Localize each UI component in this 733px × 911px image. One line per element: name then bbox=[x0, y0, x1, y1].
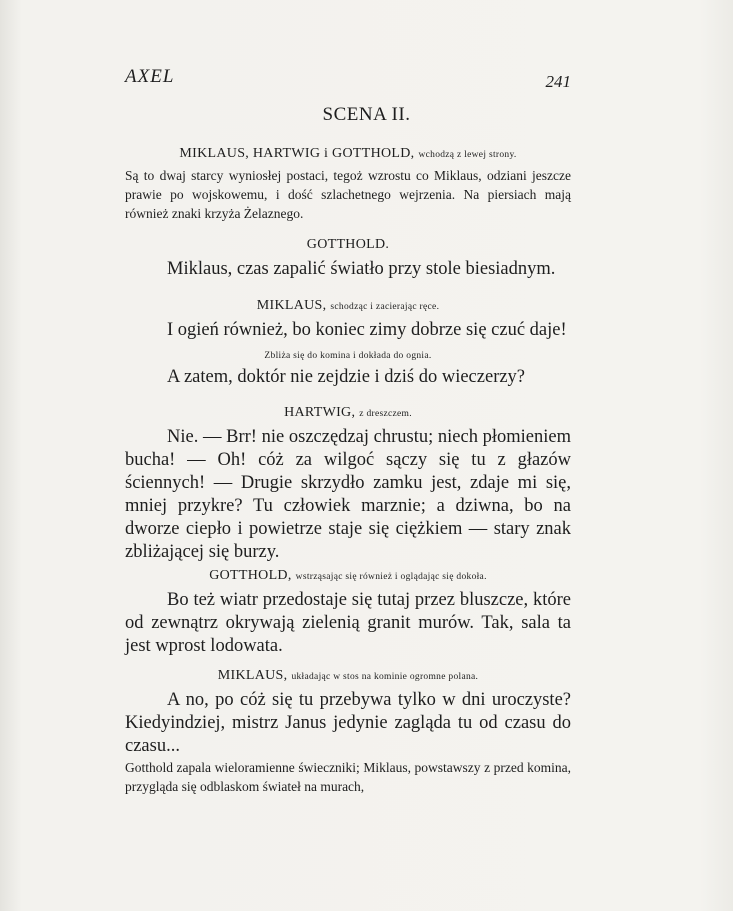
speaker-heading bbox=[125, 403, 571, 421]
speaker-direction: z dreszczem. bbox=[359, 409, 412, 419]
inline-direction: Zbliża się do komina i dokłada do ognia. bbox=[264, 351, 432, 361]
speaker-name: MIKLAUS, bbox=[217, 668, 288, 683]
entrance-direction: wchodzą z lewej strony. bbox=[418, 150, 517, 160]
stage-direction-closing: Gotthold zapala wieloramienne świeczniki; Miklaus, powstawszy z przed komina, przygląda się odblaskom świateł na murach, bbox=[125, 760, 571, 794]
speaker-direction: układając w stos na kominie ogromne polana. bbox=[291, 672, 479, 682]
speaker-name: GOTTHOLD. bbox=[306, 237, 390, 252]
speech-line: A zatem, doktór nie zejdzie i dziś do wieczerzy? bbox=[167, 367, 526, 387]
speaker-name: GOTTHOLD, bbox=[209, 568, 292, 583]
speaker-heading bbox=[125, 566, 571, 584]
speech-paragraph: A no, po cóż się tu przebywa tylko w dni uroczyste? Kiedyindziej, mistrz Janus jedynie zagląda tu od czasu do czasu... bbox=[125, 690, 571, 756]
speech-paragraph: Bo też wiatr przedostaje się tutaj przez bluszcze, które od zewnątrz okrywają zielenią granit murów. Tak, sala ta jest wprost lodowata. bbox=[125, 590, 571, 656]
entrance-line bbox=[125, 144, 571, 162]
speaker-heading bbox=[125, 666, 571, 684]
speech-line: I ogień również, bo koniec zimy dobrze się czuć daje! bbox=[167, 320, 567, 340]
scene-title: SCENA II. bbox=[322, 104, 411, 125]
page-header bbox=[125, 66, 571, 96]
speaker-name: MIKLAUS, bbox=[256, 298, 327, 313]
running-title: AXEL bbox=[125, 66, 175, 87]
speech-line: Miklaus, czas zapalić światło przy stole biesiadnym. bbox=[167, 259, 556, 279]
stage-direction-inline bbox=[125, 345, 571, 363]
speaker-heading bbox=[125, 235, 571, 253]
page-number: 241 bbox=[545, 72, 571, 91]
speaker-direction: schodząc i zacierając ręce. bbox=[330, 302, 440, 312]
speaker-name: HARTWIG, bbox=[284, 405, 356, 420]
stage-direction-intro: Są to dwaj starcy wyniosłej postaci, tegoż wzrostu co Miklaus, odziani jeszcze prawie po wojskowemu, i dość szlachetnego wejrzenia. Na piersiach mają również znaki krzyża Żelaznego. bbox=[125, 168, 571, 221]
speech-paragraph: Nie. — Brr! nie oszczędzaj chrustu; niech płomieniem bucha! — Oh! cóż za wilgoć sączy się tu z głazów ściennych! — Drugie skrzydło zamku jest, zdaje mi się, mniej przykre? Tu człowiek marznie; a dziwna, bo na dworze ciepło i powietrze staje się ciężkiem — stary znak zbliżającej się burzy. bbox=[125, 427, 571, 562]
entrance-speakers: MIKLAUS, HARTWIG i GOTTHOLD, bbox=[179, 146, 415, 161]
speaker-heading bbox=[125, 296, 571, 314]
speaker-direction: wstrząsając się również i oglądając się dokoła. bbox=[295, 572, 487, 582]
